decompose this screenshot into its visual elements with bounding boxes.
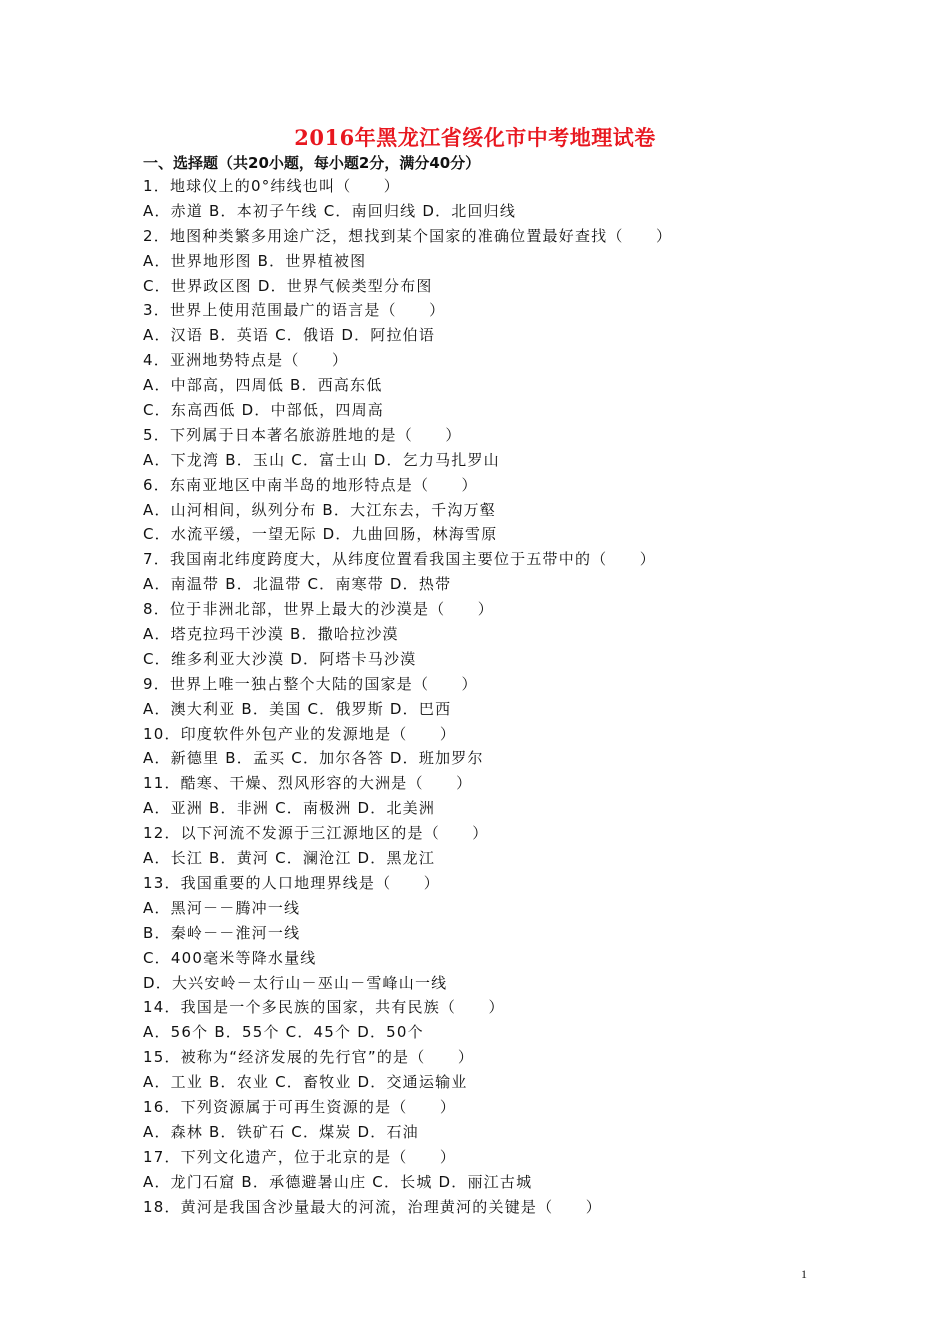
answer-options: D．大兴安岭－太行山－巫山－雪峰山一线 [143, 973, 448, 992]
page-number: 1 [801, 1267, 807, 1281]
answer-options: A．工业 B．农业 C．畜牧业 D．交通运输业 [143, 1073, 468, 1092]
answer-options: A．世界地形图 B．世界植被图 [143, 251, 367, 270]
question-line: 4．亚洲地势特点是（ ） [143, 351, 349, 370]
answer-options: A．56个 B．55个 C．45个 D．50个 [143, 1023, 424, 1042]
question-line: 13．我国重要的人口地理界线是（ ） [143, 873, 440, 892]
question-line: 7．我国南北纬度跨度大，从纬度位置看我国主要位于五带中的（ ） [143, 550, 656, 569]
question-line: 8．位于非洲北部，世界上最大的沙漠是（ ） [143, 600, 494, 619]
answer-options: A．森林 B．铁矿石 C．煤炭 D．石油 [143, 1122, 419, 1141]
answer-options: C．世界政区图 D．世界气候类型分布图 [143, 276, 433, 295]
question-line: 17．下列文化遗产，位于北京的是（ ） [143, 1147, 457, 1166]
answer-options: A．新德里 B．孟买 C．加尔各答 D．班加罗尔 [143, 749, 484, 768]
answer-options: A．黑河－－腾冲一线 [143, 898, 301, 917]
question-line: 18．黄河是我国含沙量最大的河流，治理黄河的关键是（ ） [143, 1197, 602, 1216]
question-line: 1．地球仪上的0°纬线也叫（ ） [143, 177, 400, 195]
question-line: 14．我国是一个多民族的国家，共有民族（ ） [143, 998, 505, 1017]
answer-options: A．南温带 B．北温带 C．南寒带 D．热带 [143, 575, 452, 594]
question-line: 9．世界上唯一独占整个大陆的国家是（ ） [143, 674, 478, 693]
question-line: 3．世界上使用范围最广的语言是（ ） [143, 301, 446, 320]
answer-options: B．秦岭－－淮河一线 [143, 923, 301, 942]
answer-options: A．山河相间，纵列分布 B．大江东去，千沟万壑 [143, 500, 496, 519]
question-line: 2．地图种类繁多用途广泛，想找到某个国家的准确位置最好查找（ ） [143, 226, 673, 245]
answer-options: A．赤道 B．本初子午线 C．南回归线 D．北回归线 [143, 201, 517, 220]
question-line: 15．被称为“经济发展的先行官”的是（ ） [143, 1048, 475, 1067]
question-list [143, 174, 843, 1219]
question-line: 16．下列资源属于可再生资源的是（ ） [143, 1097, 457, 1116]
question-line: 5．下列属于日本著名旅游胜地的是（ ） [143, 425, 462, 444]
page-title: 2016年黑龙江省绥化市中考地理试卷 [294, 125, 656, 150]
answer-options: C．维多利亚大沙漠 D．阿塔卡马沙漠 [143, 649, 417, 668]
answer-options: A．塔克拉玛干沙漠 B．撒哈拉沙漠 [143, 625, 399, 644]
answer-options: A．澳大利亚 B．美国 C．俄罗斯 D．巴西 [143, 699, 452, 718]
question-line: 6．东南亚地区中南半岛的地形特点是（ ） [143, 475, 478, 494]
answer-options: A．长江 B．黄河 C．澜沧江 D．黑龙江 [143, 849, 436, 868]
question-line: 11．酷寒、干燥、烈风形容的大洲是（ ） [143, 774, 473, 793]
answer-options: C．水流平缓，一望无际 D．九曲回肠，林海雪原 [143, 525, 498, 544]
answer-options: A．下龙湾 B．玉山 C．富士山 D．乞力马扎罗山 [143, 450, 500, 469]
answer-options: C．东高西低 D．中部低，四周高 [143, 401, 384, 420]
answer-options: C．400毫米等降水量线 [143, 948, 317, 967]
question-line: 10．印度软件外包产业的发源地是（ ） [143, 724, 457, 743]
answer-options: A．中部高，四周低 B．西高东低 [143, 376, 383, 395]
answer-options: A．龙门石窟 B．承德避暑山庄 C．长城 D．丽江古城 [143, 1172, 533, 1191]
section-heading: 一、选择题（共20小题，每小题2分，满分40分） [143, 154, 481, 172]
answer-options: A．亚洲 B．非洲 C．南极洲 D．北美洲 [143, 799, 436, 818]
question-line: 12．以下河流不发源于三江源地区的是（ ） [143, 824, 489, 843]
answer-options: A．汉语 B．英语 C．俄语 D．阿拉伯语 [143, 326, 436, 345]
